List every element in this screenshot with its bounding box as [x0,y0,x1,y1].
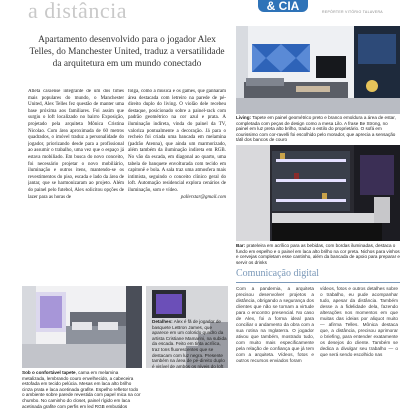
article-deck: Apartamento desenvolvido para o jogador Alex Telles, do Manchester United, traduz a versatilidade da arquitetura em um mundo conectado [29,35,225,70]
living-room-caption [236,115,400,143]
article-column-1 [28,89,124,269]
bedroom-photo [22,286,142,368]
bedroom-caption [22,370,142,409]
caption-label: Bar: [236,243,246,248]
article-text: Atleta caxiense integrante de um dos times mais populares do mundo, o Manchester United, Alex Telles fez questão de manter uma base próxima aos familiares. Foi assim que surgiu o loft localizado no bairro Exposição, projetado pela arquiteta Mônica Cristina Nicolao. Com área aproximada de 60 metros quadrados, o imóvel traduz a personalidade do jogador, priorizando desde para a profissional ao assumir o trabalho, uma vez que o espaço já estava mobiliado. Em busca do novo conceito, foi necessário projetar o novo mobiliário, iluminação e outros itens, mantendo-se os revestimentos do piso, escada e lado da área de jantar, que se harmonizaram ao projeto. Além do painel pelo futebol, Alex solicitou opções de lazer para as horas de [28,89,124,200]
caption-text: Tapete em painel geométrico preto e branco emoldura a área de estar, completada com peças de design como a mesa Lilo. A frase Be Strong, no painel em luz preta alto brilho, traduz o estilo do proprietário. O sofá em courissimo com cor-ravelli foi escolhido pelo morador, que aprecia a sensação tátil dos bancos de couro [236,115,396,143]
living-room-photo [236,26,400,114]
sidebar-column-1: Com a pandemia, a arquiteta precisou desenvolver projetos a distância, obrigando a segurança dos clientes que não se tornam a virtude para o encontro presencial. No caso de Alex, foi a forma ideal para conciliar o andamento da obra com a sua rotina na Inglaterra. O jogador ativou que também, mostrado tudo, com muito mais especificamente pela relação de confiança que já tem com a arquiteta. Vídeos, fotos e outros recursos enviados foram [236,286,314,363]
bar-caption [236,243,400,265]
caption-label: Detalhes: [152,319,173,324]
caption-text: Alex é fã de jogador de basquete LeBron James, que aparece em um colorido quadro da artista Cristiane Mamarini, na subida da escada. Feito em tinta acrílica, traz tons fluorescentes que se destacam com luz negra. Presente também na área de pé-direito duplo é visível de ambos os níveis do loft [152,319,227,369]
author-email: pallerstar@gmail.com [180,194,226,200]
bar-illustration [236,145,400,241]
stair-detail-caption [152,319,228,369]
section-logo: & CIA [258,0,308,12]
caption-text: , cama em melamina metalizada, lembrando couro envelhecido, a cabeceira estofada em tecido pelúcia. Mesas em laca alto brilho cinza prata e laca acetinada grafite. Espelho refletor todo o ambiente sobre parede revestida com papel mica na cor chumbo. No caminho do closet, painel rígido em laca acetinada grafite com perfis em led RGB embutidos [22,370,141,409]
caption-label: Sob o confortável tapete [22,370,76,375]
article-column-2 [128,89,226,269]
bar-photo [236,145,400,241]
living-room-illustration [236,26,400,114]
sidebar-column-2: vídeos, fotos e outros detalhes sobre o trabalho, eu pude acompanhar tudo, apesar da distância. Também desse a a fidelidade dela, fazendo alterações nos momentos em que muitas das ideias por aliquot muito — afirma Telles. Mônica destaca que, a distância, precisou aprimorar o briefing, para entender exatamente os desejos do cliente. Também se dedica a divulgar seu trabalho — o que será sendo escolhido nas [320,286,398,357]
caption-label: Living: [236,115,252,120]
reporter-credit: REPÓRTER VITÓRIO TALAVERA [322,10,383,14]
sidebar-title: Comunicação digital [236,268,320,279]
article-text: folga, como a música e os games, que ganharam área destacada com letreiro na parede de pé-direito duplo do living. O violão dele recebeu destaque, posicionado sobre a painel-rack com padrão geométrico na cor azul e prata. A iluminação indireta, vinda do painel da TV, valoriza pontualmente a decoração. Já para o recheio foi criada uma bancada em melamina (padrão Atenna), que ainda um marmorizado, além também da iluminação indireta em RGB. No vão da escada, em diagonal ao quarto, uma tabela de banquete envolturada com tecido em capitonê e bola. A sala traz uma atmosfera mais intimista, seguindo o conceito clínico geral do loft. Automação residencial explora cenários de iluminação, som e vídeo. [128,89,226,193]
headline: a distância [28,0,127,23]
caption-text: prateleira em acrílico para as bebidas, com bordas iluminadas, destaca o fundo em espelho e o painel em laca alto brilho na cor preta. Nichos para vinhos e cervejas completam esse cantinho, além da bancada de apoio para preparar e servir os drinks [236,243,400,265]
sidebar-divider [236,282,400,283]
bedroom-illustration [22,286,142,368]
